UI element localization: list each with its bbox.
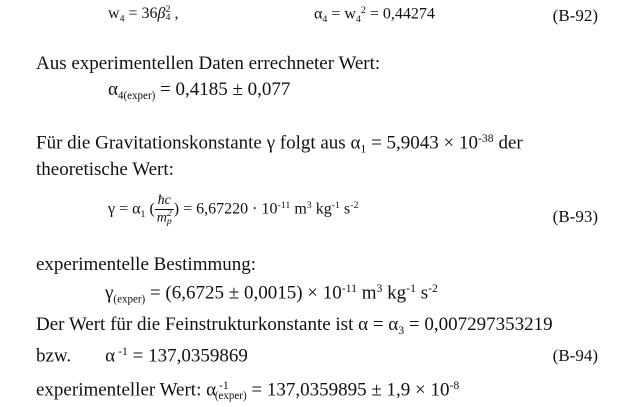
eq-text: α bbox=[314, 5, 323, 23]
equation-number-b94: (B-94) bbox=[552, 346, 598, 365]
superscript: -1 bbox=[406, 282, 416, 295]
superscript: -2 bbox=[428, 282, 438, 295]
superscript: -1 bbox=[331, 200, 340, 212]
eq-text: w bbox=[108, 5, 120, 22]
gravitation-line-1 bbox=[36, 133, 523, 155]
bzw-label: bzw. bbox=[36, 345, 72, 367]
subscript: 4 bbox=[165, 11, 171, 23]
equation-number-b93: (B-93) bbox=[552, 207, 598, 226]
subscript: 4 bbox=[119, 13, 125, 25]
eq-text: = 36 bbox=[124, 5, 158, 22]
equation-number-b92: (B-92) bbox=[552, 6, 598, 25]
exp-gamma-equation bbox=[105, 283, 438, 305]
superscript: -1 bbox=[115, 345, 128, 358]
text: Für die Gravitationskonstante γ folgt aus α bbox=[36, 132, 361, 154]
superscript: 2 bbox=[166, 207, 172, 219]
text: Der Wert für die Feinstrukturkonstante ist α = α bbox=[36, 314, 399, 335]
superscript: -1 bbox=[216, 379, 229, 392]
text: = 5,9043 × 10 bbox=[366, 132, 478, 154]
eq-text: = 137,0359869 bbox=[127, 345, 248, 367]
text: = 0,007297353219 bbox=[404, 314, 553, 335]
eq-b92-left bbox=[108, 6, 178, 24]
subscript: 1 bbox=[140, 209, 146, 221]
eq-b93 bbox=[108, 194, 359, 226]
gamma-symbol: γ bbox=[105, 282, 114, 304]
eq-text: kg bbox=[311, 200, 332, 218]
fine-structure-line bbox=[36, 315, 553, 337]
superscript: 3 bbox=[376, 282, 383, 295]
exp-alpha4-equation bbox=[108, 80, 290, 102]
eq-b94 bbox=[36, 346, 248, 365]
eq-text: = 137,0359895 ± 1,9 × 10 bbox=[246, 379, 450, 401]
subscript: (exper) bbox=[214, 390, 247, 403]
fraction bbox=[155, 194, 174, 226]
eq-text: s bbox=[340, 200, 351, 218]
eq-text: m bbox=[156, 210, 167, 226]
eq-text: m bbox=[290, 200, 307, 218]
superscript: -38 bbox=[478, 132, 494, 145]
eq-text: = (6,6725 ± 0,0015) × 10 bbox=[145, 282, 342, 304]
superscript: 2 bbox=[165, 4, 171, 16]
eq-text: = w bbox=[327, 5, 356, 23]
superscript: -8 bbox=[449, 379, 460, 392]
fraction-denominator bbox=[155, 207, 174, 227]
eq-text: ( bbox=[145, 200, 155, 218]
superscript: -2 bbox=[350, 200, 359, 212]
fraction-numerator: ħc bbox=[155, 194, 174, 210]
alpha-symbol: α bbox=[105, 345, 116, 367]
eq-text: s bbox=[415, 282, 429, 304]
exp-gamma-intro: experimentelle Bestimmung: bbox=[36, 254, 257, 275]
eq-text: = 0,44274 bbox=[365, 5, 435, 23]
exp-alpha4-intro: Aus experimentellen Daten errechneter Wert: bbox=[36, 53, 381, 74]
eq-text: m bbox=[356, 282, 377, 304]
subscript: p bbox=[166, 215, 172, 227]
exp-alpha-inverse bbox=[36, 380, 459, 402]
eq-text: ) = 6,67220 · 10 bbox=[173, 200, 278, 218]
subscript: 3 bbox=[398, 324, 405, 338]
gravitation-line-2: theoretische Wert: bbox=[36, 159, 174, 180]
eq-b92-right bbox=[314, 6, 435, 25]
eq-text: , bbox=[170, 5, 179, 22]
alpha-symbol: α bbox=[108, 79, 118, 100]
subscript: 4(exper) bbox=[117, 89, 156, 102]
superscript: 2 bbox=[360, 5, 366, 16]
text: der bbox=[493, 132, 523, 154]
superscript: 3 bbox=[306, 200, 312, 212]
superscript: -11 bbox=[341, 282, 357, 295]
subscript: 4 bbox=[322, 13, 328, 25]
eq-text: = 0,4185 ± 0,077 bbox=[155, 79, 291, 100]
eq-text: kg bbox=[382, 282, 407, 304]
text: experimenteller Wert: α bbox=[36, 379, 217, 401]
subscript: 4 bbox=[355, 13, 361, 25]
superscript: -11 bbox=[277, 200, 291, 212]
subscript: (exper) bbox=[113, 293, 146, 306]
eq-text: γ = α bbox=[108, 200, 141, 218]
beta-symbol: β bbox=[157, 5, 166, 22]
mp-indices bbox=[166, 207, 172, 227]
subscript: 1 bbox=[360, 142, 367, 156]
